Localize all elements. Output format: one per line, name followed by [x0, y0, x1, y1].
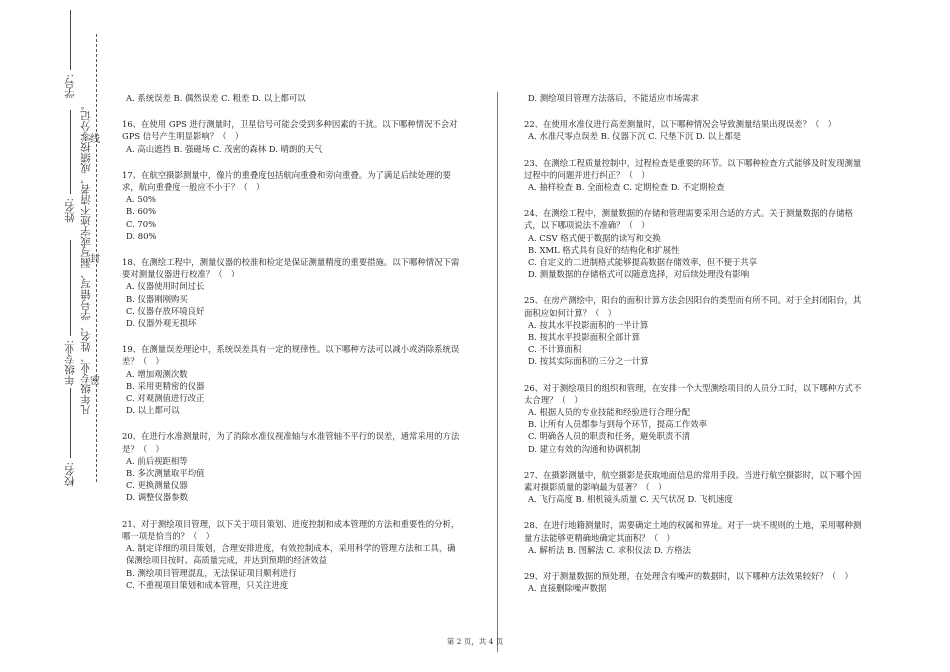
question-block — [122, 256, 462, 329]
binding-margin — [0, 0, 110, 672]
answer-option: D. 以上都可以 — [126, 405, 180, 416]
column-divider — [497, 92, 498, 652]
question-block — [524, 157, 869, 194]
answer-option: C. 70% — [126, 218, 157, 229]
answer-option: D. 仪器外观无损坏 — [126, 318, 197, 329]
question-stem: 29、对于测量数据的预处理，在处理含有噪声的数据时，以下哪种方法效果较好？（ ） — [524, 571, 853, 582]
answer-option: D. 建立有效的沟通和协调机制 — [528, 443, 641, 454]
answer-option: B. 60% — [126, 206, 157, 217]
answer-option: C. 对观测值进行改正 — [126, 393, 205, 404]
student-id-line — [70, 10, 71, 70]
answer-option: B. 多次测量取平均值 — [126, 468, 205, 479]
question-stem: 21、对于测绘项目管理，以下关于项目策划、进度控制和成本管理的方法和重要性的分析，哪一项是恰当的？（ ） — [122, 518, 460, 541]
answer-option: A. 根据人员的专业技能和经验进行合理分配 — [528, 407, 691, 418]
answer-option: C. 自定义的二进制格式能够提高数据存储效率，但不便于共享 — [528, 257, 758, 268]
question-block — [524, 382, 869, 455]
name-label: 姓名: — [64, 198, 76, 223]
question-stem: 19、在测量误差理论中，系统误差具有一定的规律性。以下哪种方法可以减小或消除系统误差？（ ） — [122, 344, 460, 367]
school-line — [70, 388, 71, 458]
name-line — [70, 110, 71, 194]
question-stem: 25、在房产测绘中，阳台的面积计算方法会因阳台的类型而有所不同。对于全封闭阳台，其面积应如何计算？（ ） — [524, 295, 862, 318]
question-block — [524, 207, 869, 280]
answer-option: B. 按其水平投影面积全部计算 — [528, 332, 640, 343]
question-block — [122, 518, 462, 591]
seal-mark-feng: 封 — [90, 254, 100, 265]
page-footer: 第 2 页，共 4 页 — [446, 637, 504, 646]
answer-options-inline: D. 测绘项目管理方法落后，不能适应市场需求 — [528, 93, 699, 103]
grade-major-line — [70, 240, 71, 336]
question-block — [524, 519, 869, 556]
question-stem: 24、在测绘工程中，测量数据的存储和管理需要采用合适的方式。关于测量数据的存储格式，以下哪项说法不准确？（ ） — [524, 208, 853, 231]
answer-options-inline: A. 飞行高度 B. 相机镜头质量 C. 天气状况 D. 飞机速度 — [528, 494, 733, 505]
answer-option: B. XML 格式具有良好的结构化和扩展性 — [528, 244, 680, 255]
answer-option: D. 80% — [126, 230, 157, 241]
question-block — [524, 92, 869, 104]
seal-mark-xian: 线 — [90, 134, 100, 145]
answer-option: A. 增加观测次数 — [126, 368, 188, 379]
answer-options-inline: A. 高山遮挡 B. 强磁场 C. 茂密的森林 D. 晴朗的天气 — [126, 143, 323, 154]
answer-option: C. 仪器存放环境良好 — [126, 305, 205, 316]
answer-option: C. 明确各人员的职责和任务，避免职责不清 — [528, 431, 691, 442]
question-stem: 27、在摄影测量中，航空摄影是获取地面信息的常用手段。当进行航空摄影时，以下哪个因素对摄影质量的影响最为显著？（ ） — [524, 469, 862, 493]
answer-options-inline: A. 水准尺零点误差 B. 仪器下沉 C. 尺垫下沉 D. 以上都是 — [528, 131, 742, 142]
answer-option: B. 测绘项目管理混乱，无法保证项目顺利进行 — [126, 567, 297, 578]
grade-major-label: 年级专业: — [64, 340, 76, 386]
answer-option: C. 不重视项目策划和成本管理，只关注进度 — [126, 579, 289, 590]
question-stem: 16、在使用 GPS 进行测量时，卫星信号可能会受到多种因素的干扰。以下哪种情况不会对 GPS 信号产生明显影响？（ ） — [122, 119, 458, 142]
answer-option: A. CSV 格式便于数据的读写和交换 — [528, 232, 661, 243]
question-block — [122, 169, 462, 242]
question-stem: 18、在测绘工程中，测量仪器的校准和检定是保证测量精度的重要措施。以下哪种情况下需要对测量仪器进行校准？（ ） — [122, 257, 460, 280]
question-stem: 23、在测绘工程质量控制中，过程检查是重要的环节。以下哪种检查方式能够及时发现测量过程中的问题并进行纠正？（ ） — [524, 157, 862, 180]
question-block — [524, 469, 869, 506]
left-question-column — [122, 92, 462, 605]
answer-options-inline: A. 系统误差 B. 偶然误差 C. 粗差 D. 以上都可以 — [126, 93, 306, 103]
answer-option: C. 不计算面积 — [528, 344, 582, 355]
answer-option: B. 让所有人员都参与到每个环节，提高工作效率 — [528, 419, 707, 430]
answer-option: D. 按其实际面积的三分之一计算 — [528, 356, 649, 367]
seal-mark-mi: 密 — [90, 376, 100, 387]
answer-option: A. 仪器使用时间过长 — [126, 281, 205, 292]
answer-option: A. 直接删除噪声数据 — [528, 583, 607, 594]
student-id-label: 学号: — [64, 74, 76, 99]
answer-options-inline: A. 解析法 B. 图解法 C. 求积仪法 D. 方格法 — [528, 544, 691, 555]
answer-option: C. 更换测量仪器 — [126, 480, 188, 491]
question-block — [524, 118, 869, 142]
question-stem: 22、在使用水准仪进行高差测量时，以下哪种情况会导致测量结果出现误差？（ ） — [524, 119, 837, 130]
question-stem: 28、在进行地籍测量时，需要确定土地的权属和界址。对于一块不规则的土地，采用哪种测量方法能够更精确地确定其面积？（ ） — [524, 520, 862, 543]
answer-option: D. 调整仪器参数 — [126, 492, 188, 503]
school-label: 校名: — [64, 462, 76, 487]
question-block — [122, 343, 462, 416]
answer-option: A. 按其水平投影面积的一半计算 — [528, 319, 649, 330]
answer-options-inline: A. 抽样检查 B. 全面检查 C. 定期检查 D. 不定期检查 — [528, 182, 725, 193]
right-question-column — [524, 92, 869, 609]
question-block — [524, 570, 869, 594]
question-block — [122, 92, 462, 104]
question-stem: 20、在进行水准测量时，为了消除水准仪视准轴与水准管轴不平行的误差，通常采用的方法是？（ ） — [122, 431, 460, 454]
answer-option: B. 仪器刚刚购买 — [126, 293, 188, 304]
question-block — [122, 430, 462, 503]
question-block — [524, 294, 869, 367]
answer-option: A. 50% — [126, 194, 156, 205]
question-stem: 17、在航空摄影测量中，像片的重叠度包括航向重叠和旁向重叠。为了满足后续处理的要求，航向重叠度一般应不小于？（ ） — [122, 169, 451, 193]
question-stem: 26、对于测绘项目的组织和管理，在安排一个大型测绘项目的人员分工时，以下哪种方式不太合理？（ ） — [524, 382, 862, 405]
question-block — [122, 118, 462, 155]
instruction-text: 凡年级专业、姓名、学号错写、漏写或字迹不清者，成绩按零分记。 — [80, 100, 92, 415]
answer-option: B. 采用更精密的仪器 — [126, 380, 205, 391]
answer-option: D. 测量数据的存储格式可以随意选择，对后续处理没有影响 — [528, 269, 750, 280]
answer-option: A. 制定详细的项目策划，合理安排进度，有效控制成本，采用科学的管理方法和工具，确保测绘项目按时、高质量完成，并达到预期的经济效益 — [126, 543, 456, 566]
answer-option: A. 前后视距相等 — [126, 455, 188, 466]
